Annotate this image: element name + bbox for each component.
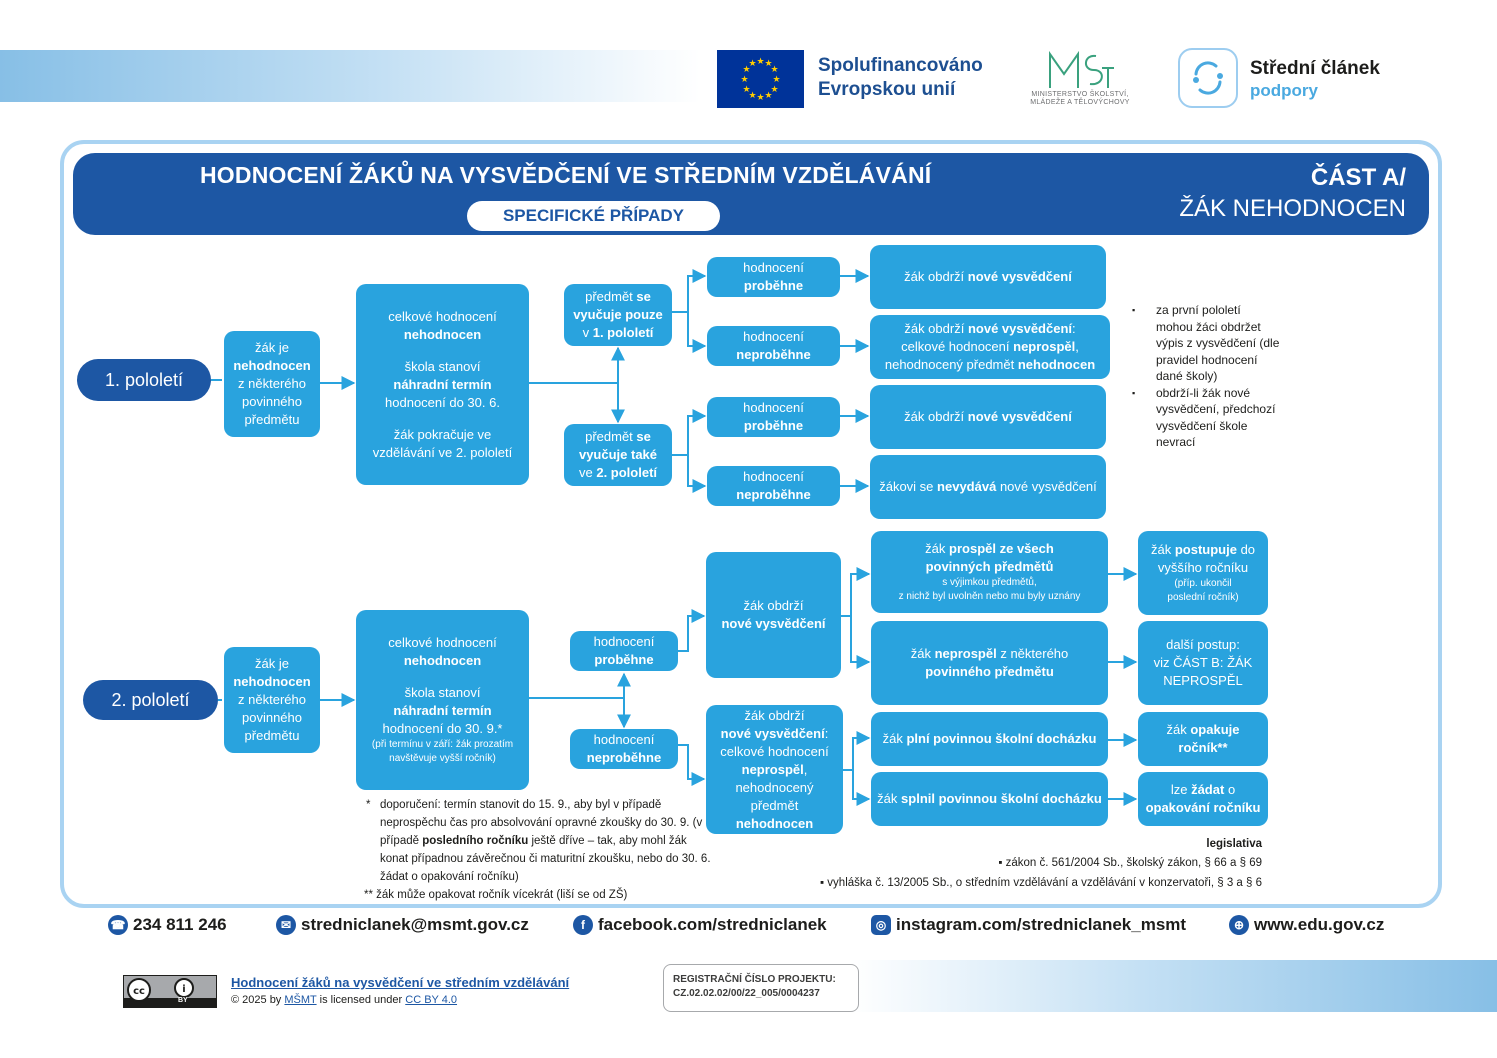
eu-cofinanced-text: Spolufinancováno Evropskou unií [818,55,983,100]
registration-box [663,964,859,1012]
svg-text:★: ★ [772,75,781,85]
sem1-student-box: žák je nehodnocen z některého povinného předmětu [224,331,320,437]
svg-text:★: ★ [740,75,749,85]
scp-logo-icon [1178,48,1238,108]
header-gradient [0,50,700,102]
svg-text:★: ★ [764,59,773,69]
specific-cases-pill: SPECIFICKÉ PŘÍPADY [467,201,720,231]
footnote-2: ** žák může opakovat ročník vícekrát (liší se od ZŠ) [364,889,628,901]
svg-text:cc: cc [133,986,145,997]
svg-text:★: ★ [770,65,779,75]
legislation-title: legislativa [1206,838,1262,850]
svg-text:★: ★ [748,59,757,69]
license-line: © 2025 by MŠMT is licensed under CC BY 4.0 [231,994,458,1006]
sem2-repeats-box: žák opakuje ročník** [1138,712,1268,766]
mail-icon: ✉ [276,915,296,935]
sem2-fulfills-attendance-box: žák plní povinnou školní docházku [871,712,1108,766]
sem2-new-cert-fail-box: žák obdrží nové vysvědčení: celkové hodnocení neprospěl, nehodnocený předmět nehodnocen [706,705,843,834]
svg-text:★: ★ [742,65,751,75]
cc-license-badge-icon: cc i BY [123,975,217,1008]
sem2-not-took-place: hodnocení neproběhne [570,729,678,769]
contact-email[interactable]: ✉ stredniclanek@msmt.gov.cz [276,915,529,935]
sem1-subject-also-second-box: předmět se vyučuje také ve 2. pololetí [564,424,672,486]
semester-2-pill: 2. pololetí [83,680,218,720]
contact-phone[interactable]: ☎ 234 811 246 [108,915,227,935]
contact-facebook[interactable]: f facebook.com/stredniclanek [573,915,827,935]
facebook-icon: f [573,915,593,935]
part-subtitle: ŽÁK NEHODNOCEN [1179,195,1406,222]
instagram-icon: ◎ [871,915,891,935]
msmt-logo-icon [1044,48,1116,92]
sem2-advances-box: žák postupuje do vyššího ročníku (příp. ukončil poslední ročník) [1138,531,1268,615]
legislation-item: ▪ zákon č. 561/2004 Sb., školský zákon, § 66 a § 69 [998,857,1262,869]
sem2-took-place: hodnocení proběhne [570,631,678,671]
legislation-item: ▪ vyhláška č. 13/2005 Sb., o středním vzdělávání a vzdělávání v konzervatoři, § 3 a § 6 [820,877,1262,889]
sem1-overall-box: celkové hodnocení nehodnocen škola stanoví náhradní termín hodnocení do 30. 6. žák pokračuje ve vzdělávání ve 2. pololetí [356,284,529,485]
sem1-took-place-a: hodnocení proběhne [707,257,840,297]
side-note-item: ▪ za první pololetí mohou žáci obdržet výpis z vysvědčení (dle pravidel hodnocení dané školy) [1130,302,1280,385]
eu-flag-icon [717,50,804,108]
side-note-item: ▪ obdrží-li žák nové vysvědčení, předchozí vysvědčení škole nevrací [1130,385,1280,451]
registration-label: REGISTRAČNÍ ČÍSLO PROJEKTU: [673,974,836,985]
phone-icon: ☎ [108,915,128,935]
sem2-student-box: žák je nehodnocen z některého povinného předmětu [224,647,320,753]
part-label: ČÁST A/ [1310,164,1406,191]
sem2-new-cert-box: žák obdrží nové vysvědčení [706,552,841,678]
footnotes [364,796,714,904]
svg-text:★: ★ [756,93,765,103]
sem1-not-took-place-b: hodnocení neproběhne [707,466,840,506]
page-title: HODNOCENÍ ŽÁKŮ NA VYSVĚDČENÍ VE STŘEDNÍM VZDĚLÁVÁNÍ [200,162,932,188]
license-link[interactable]: CC BY 4.0 [405,994,458,1006]
sem1-outcome-new-cert-a: žák obdrží nové vysvědčení [870,245,1106,309]
owner-link[interactable]: MŠMT [284,994,317,1006]
sem2-fulfilled-attendance-box: žák splnil povinnou školní docházku [871,772,1108,826]
side-notes [1130,302,1280,451]
svg-text:★: ★ [764,91,773,101]
svg-text:★: ★ [756,57,765,67]
sem1-outcome-new-cert-fail: žák obdrží nové vysvědčení: celkové hodnocení neprospěl, nehodnocený předmět nehodnocen [870,315,1110,379]
footer-gradient [850,960,1497,1012]
svg-text:★: ★ [748,91,757,101]
sem1-took-place-b: hodnocení proběhne [707,397,840,437]
sem1-subject-only-first-box: předmět se vyučuje pouze v 1. pololetí [564,284,672,346]
sem2-can-request-box: lze žádat o opakování ročníku [1138,772,1268,826]
sem1-outcome-new-cert-b: žák obdrží nové vysvědčení [870,385,1106,449]
sem2-overall-box: celkové hodnocení nehodnocen škola stanoví náhradní termín hodnocení do 30. 9.* (při termínu v září: žák prozatím navštěvuje vyšší ročník) [356,610,529,790]
sem2-failed-some-box: žák neprospěl z některého povinného předmětu [871,621,1108,705]
msmt-name: MINISTERSTVO ŠKOLSTVÍ, MLÁDEŽE A TĚLOVÝCHOVY [1030,91,1130,106]
semester-1-pill: 1. pololetí [77,359,211,401]
scp-title: Střední článek [1250,58,1380,79]
footnote-1: * doporučení: termín stanovit do 15. 9., aby byl v případě neprospěchu čas pro absolvování opravné zkoušky do 30. 9. (v případě posledního ročníku ještě dříve – tak, aby mohl žák konat případnou závěrečnou či maturitní zkoušku, nebo do 30. 6. žádat o opakování ročníku) [366,799,711,883]
document-link[interactable]: Hodnocení žáků na vysvědčení ve středním vzdělávání [231,975,570,990]
sem2-next-step-box: další postup: viz ČÁST B: ŽÁK NEPROSPĚL [1138,621,1268,705]
svg-text:★: ★ [742,85,751,95]
globe-icon: ⊕ [1229,915,1249,935]
svg-text:i: i [182,984,186,995]
sem1-not-took-place-a: hodnocení neproběhne [707,326,840,366]
contact-web[interactable]: ⊕ www.edu.gov.cz [1229,915,1384,935]
sem1-outcome-no-new-cert: žákovi se nevydává nové vysvědčení [870,455,1106,519]
svg-text:★: ★ [770,85,779,95]
contact-instagram[interactable]: ◎ instagram.com/stredniclanek_msmt [871,915,1186,935]
sem2-passed-all-box: žák prospěl ze všech povinných předmětů s výjimkou předmětů, z nichž byl uvolněn nebo mu byly uznány [871,531,1108,613]
scp-subtitle: podpory [1250,81,1318,100]
registration-number: CZ.02.02.02/00/22_005/0004237 [673,988,820,999]
